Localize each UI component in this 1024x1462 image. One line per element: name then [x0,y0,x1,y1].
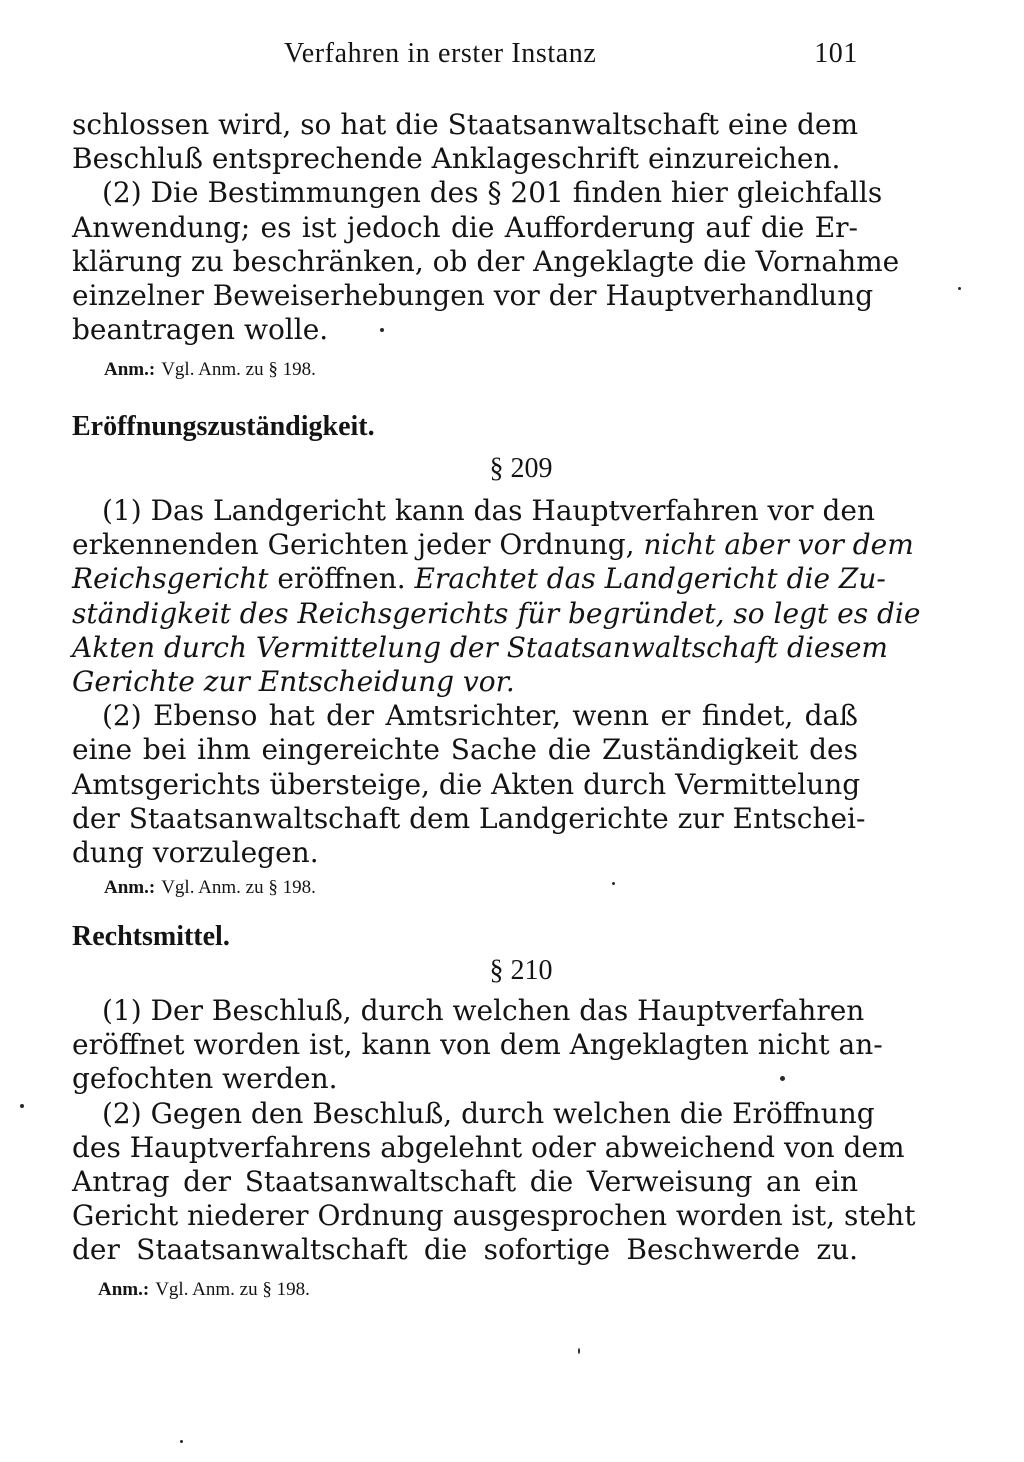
page-number: 101 [814,38,858,69]
text-segment-italic: Erachtet das Landgericht die Zu- [414,562,886,596]
note-label: Anm.: [104,877,156,898]
text-line: Beschluß entsprechende Anklageschrift einzureichen. [72,142,841,176]
text-segment-italic: nicht aber vor dem [643,528,914,562]
annotation-note [104,358,316,382]
text-line: schlossen wird, so hat die Staatsanwaltschaft eine dem [72,108,858,141]
note-text: Vgl. Anm. zu § 198. [155,1279,310,1300]
text-line: Gericht niederer Ordnung ausgesprochen worden ist, steht [72,1199,916,1233]
scan-speck [20,1104,24,1108]
scan-speck [958,287,961,290]
text-line: ständigkeit des Reichsgerichts für begründet, so legt es die [72,596,921,630]
section-heading: Rechtsmittel. [72,921,230,952]
note-text: Vgl. Anm. zu § 198. [161,359,316,380]
note-label: Anm.: [104,359,156,380]
text-line: (2) Ebenso hat der Amtsrichter, wenn er findet, daß [102,699,858,733]
scan-speck [380,328,384,332]
text-line [72,562,886,596]
text-line: dung vorzulegen. [72,835,319,869]
text-segment: erkennenden Gerichten jeder Ordnung, [72,528,644,562]
note-text: Vgl. Anm. zu § 198. [161,877,316,898]
text-line: klärung zu beschränken, ob der Angeklagte die Vornahme [72,244,900,278]
running-title: Verfahren in erster Instanz [284,38,597,69]
text-line: Amtsgerichts übersteige, die Akten durch Vermittelung [72,767,861,801]
section-210-paragraphs [72,994,916,1268]
text-segment: eröffnen. [268,562,415,596]
text-line: eine bei ihm eingereichte Sache die Zuständigkeit des [72,733,858,767]
annotation-note [104,876,316,900]
text-line: gefochten werden. [72,1062,338,1096]
note-label: Anm.: [98,1279,150,1300]
text-segment-italic: Reichsgericht [72,562,269,596]
text-line [72,528,914,562]
text-line: (1) Der Beschluß, durch welchen das Hauptverfahren [102,994,865,1027]
text-line: Gerichte zur Entscheidung vor. [72,664,515,698]
paragraph-number: § 209 [489,453,553,484]
text-line: des Hauptverfahrens abgelehnt oder abweichend von dem [72,1130,905,1164]
section-heading: Eröffnungszuständigkeit. [72,411,375,442]
text-line: der Staatsanwaltschaft die sofortige Beschwerde zu. [72,1233,858,1267]
text-line: Antrag der Staatsanwaltschaft die Verweisung an ein [72,1164,858,1198]
text-line: beantragen wolle. [72,313,329,347]
section-209-paragraphs [72,494,921,870]
running-head [72,38,858,78]
scan-speck [180,1440,183,1443]
text-line: der Staatsanwaltschaft dem Landgerichte zur Entschei- [72,801,866,835]
text-line: (2) Die Bestimmungen des § 201 finden hier gleichfalls [102,176,883,210]
scan-speck [578,1348,580,1354]
text-line: eröffnet worden ist, kann von dem Angeklagten nicht an- [72,1028,883,1062]
text-line: Anwendung; es ist jedoch die Aufforderung auf die Er- [72,210,858,244]
scan-speck [612,882,615,885]
intro-paragraphs [72,108,900,347]
scan-speck [780,1076,785,1081]
text-line: einzelner Beweiserhebungen vor der Hauptverhandlung [72,278,874,312]
text-line: Akten durch Vermittelung der Staatsanwaltschaft diesem [72,630,888,664]
text-line: (1) Das Landgericht kann das Hauptverfahren vor den [102,494,875,527]
annotation-note [98,1278,310,1302]
paragraph-number: § 210 [489,955,553,986]
text-line: (2) Gegen den Beschluß, durch welchen die Eröffnung [102,1096,875,1130]
